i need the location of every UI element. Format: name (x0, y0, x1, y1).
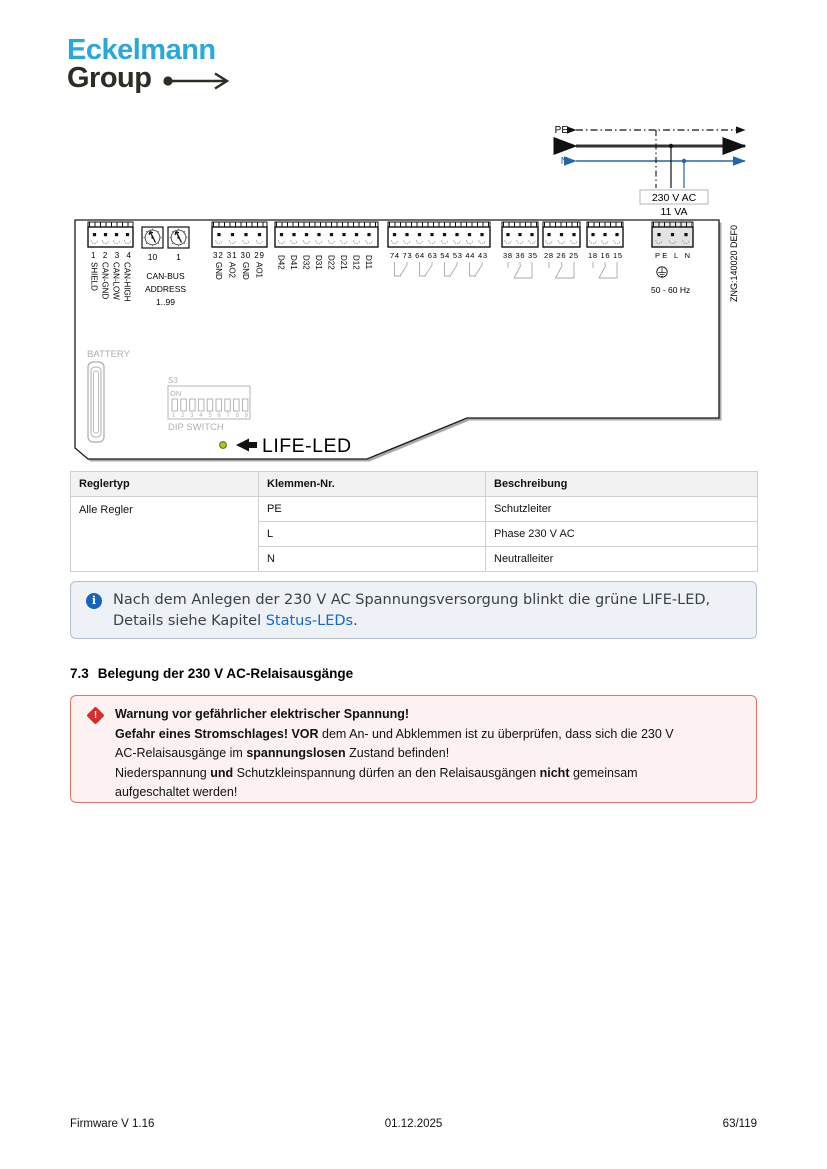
warning-bold: und (210, 765, 234, 780)
dip-toggle[interactable] (190, 399, 196, 411)
dip-toggle[interactable] (172, 399, 178, 411)
life-led-label: LIFE-LED (262, 435, 352, 457)
digital-pin-label: D11 (364, 255, 373, 270)
cell-klemme: PE (259, 497, 486, 522)
table-header-row (71, 472, 758, 497)
voltage-label: 230 V AC (651, 192, 697, 204)
rotary-switch-tens[interactable] (142, 227, 163, 248)
analog-pin-label: GND (214, 262, 223, 280)
warning-bold: nicht (539, 765, 570, 780)
l-line-label: L (562, 141, 568, 152)
part-number-label: ZNG:140020 DEF0 (729, 225, 739, 303)
canbus-label-3: 1..99 (156, 297, 175, 307)
logo-group-text: Group (67, 62, 152, 94)
warning-box (70, 695, 757, 803)
can-pin-label: CAN-GND (100, 262, 110, 300)
terminal-table (70, 471, 758, 572)
l-junction-dot (669, 144, 673, 148)
battery-label: BATTERY (87, 349, 130, 360)
cell-beschreibung: Neutralleiter (486, 547, 758, 572)
rotary-switch-ones[interactable] (168, 227, 189, 248)
info-text (113, 590, 743, 632)
cell-controller-type: Alle Regler (71, 497, 259, 572)
warning-segment: aufgeschaltet werden! (115, 785, 238, 799)
n-junction-dot (682, 159, 686, 163)
dip-numbers: 1 2 3 4 5 6 7 8 9 (172, 413, 248, 419)
life-led-dot (220, 442, 227, 449)
dip-toggle[interactable] (216, 399, 222, 411)
footer-firmware: Firmware V 1.16 (70, 1118, 155, 1130)
section-heading (70, 666, 353, 681)
relay3-pin-numbers: 38 36 35 (503, 251, 537, 260)
power-supply-diagram (545, 114, 760, 220)
power-rating-label: 11 VA (660, 206, 688, 218)
canbus-label-2: ADDRESS (144, 284, 187, 294)
analog-pin-label: AO2 (227, 262, 237, 279)
dip-toggle[interactable] (242, 399, 248, 411)
cell-beschreibung: Schutzleiter (486, 497, 758, 522)
info-line1: Nach dem Anlegen der 230 V AC Spannungsversorgung blinkt die grüne LIFE-LED, (113, 592, 711, 608)
n-line-label: N (560, 156, 568, 167)
rotary-ones-label: 1 (176, 252, 181, 262)
controller-board-diagram (60, 215, 760, 470)
warning-segment: Schutzkleinspannung dürfen an den Relaisausgängen (233, 765, 540, 780)
dip-toggle[interactable] (181, 399, 187, 411)
dip-s3-label: S3 (168, 376, 178, 385)
warning-segment: Niederspannung (115, 765, 211, 780)
cell-klemme: N (259, 547, 486, 572)
digital-pin-label: D22 (326, 255, 336, 270)
digital-pin-label: D12 (351, 255, 361, 270)
cell-klemme: L (259, 522, 486, 547)
footer-date: 01.12.2025 (384, 1118, 443, 1130)
warning-segment: Zustand befinden! (345, 746, 450, 760)
can-pin-label: SHIELD (89, 262, 99, 291)
warning-segment: dem An- und Abklemmen ist zu überprüfen, dass sich die 230 V (318, 726, 674, 741)
dip-toggle[interactable] (225, 399, 231, 411)
warning-bold: spannungslosen (246, 746, 346, 760)
section-number: 7.3 (70, 666, 89, 681)
info-box (70, 581, 757, 639)
canbus-label-1: CAN-BUS (146, 271, 185, 281)
digital-pin-label: D42 (276, 255, 286, 270)
section-title: Belegung der 230 V AC-Relaisausgänge (97, 666, 354, 681)
info-line2: Details siehe Kapitel (113, 613, 266, 629)
can-pin-label: CAN-HIGH (122, 262, 132, 302)
digital-pin-label: D31 (314, 255, 323, 270)
warning-bold: Gefahr eines Stromschlages! VOR (115, 726, 319, 741)
info-icon: i (86, 593, 102, 609)
info-suffix: . (353, 613, 358, 629)
analog-pin-label: GND (241, 262, 250, 280)
analog-pin-numbers: 32 31 30 29 (213, 251, 264, 260)
col-header-beschreibung: Beschreibung (486, 472, 758, 497)
table-row (71, 497, 758, 522)
dip-toggle[interactable] (198, 399, 204, 411)
warning-segment: AC-Relaisausgänge im (115, 746, 247, 760)
dip-toggle[interactable] (234, 399, 240, 411)
relay8-pin-numbers: 74 73 64 63 54 53 44 43 (390, 251, 487, 260)
logo-brand-text: Eckelmann (67, 34, 216, 66)
dip-on-label: ON (170, 389, 182, 398)
warning-title: Warnung vor gefährlicher elektrischer Spannung! (115, 707, 410, 721)
mains-pin-labels: PE L N (655, 251, 690, 260)
analog-pin-label: AO1 (254, 262, 264, 279)
can-pin-numbers: 1 2 3 4 (91, 251, 131, 260)
warning-segment: gemeinsam (569, 765, 638, 780)
frequency-label: 50 - 60 Hz (651, 285, 691, 295)
can-pin-label: CAN-LOW (111, 262, 121, 300)
dip-toggle[interactable] (207, 399, 213, 411)
status-leds-link[interactable]: Status-LEDs (265, 613, 354, 629)
warning-icon: ! (86, 706, 104, 724)
col-header-klemmen: Klemmen-Nr. (259, 472, 486, 497)
pe-line-label: PE (554, 125, 568, 136)
digital-pin-label: D41 (289, 255, 298, 270)
relay3-pin-numbers: 28 26 25 (544, 251, 578, 260)
logo-arrow-icon (162, 68, 234, 90)
logo-group-row (67, 62, 234, 95)
relay3-pin-numbers: 18 16 15 (588, 251, 622, 260)
digital-pin-label: D21 (339, 255, 348, 270)
col-header-reglertyp: Reglertyp (71, 472, 259, 497)
warning-text (115, 705, 751, 803)
dip-switch-label: DIP SWITCH (168, 422, 224, 433)
cell-beschreibung: Phase 230 V AC (486, 522, 758, 547)
rotary-tens-label: 10 (147, 252, 158, 262)
digital-pin-label: D32 (301, 255, 311, 270)
footer-page-number: 63/119 (722, 1118, 757, 1130)
